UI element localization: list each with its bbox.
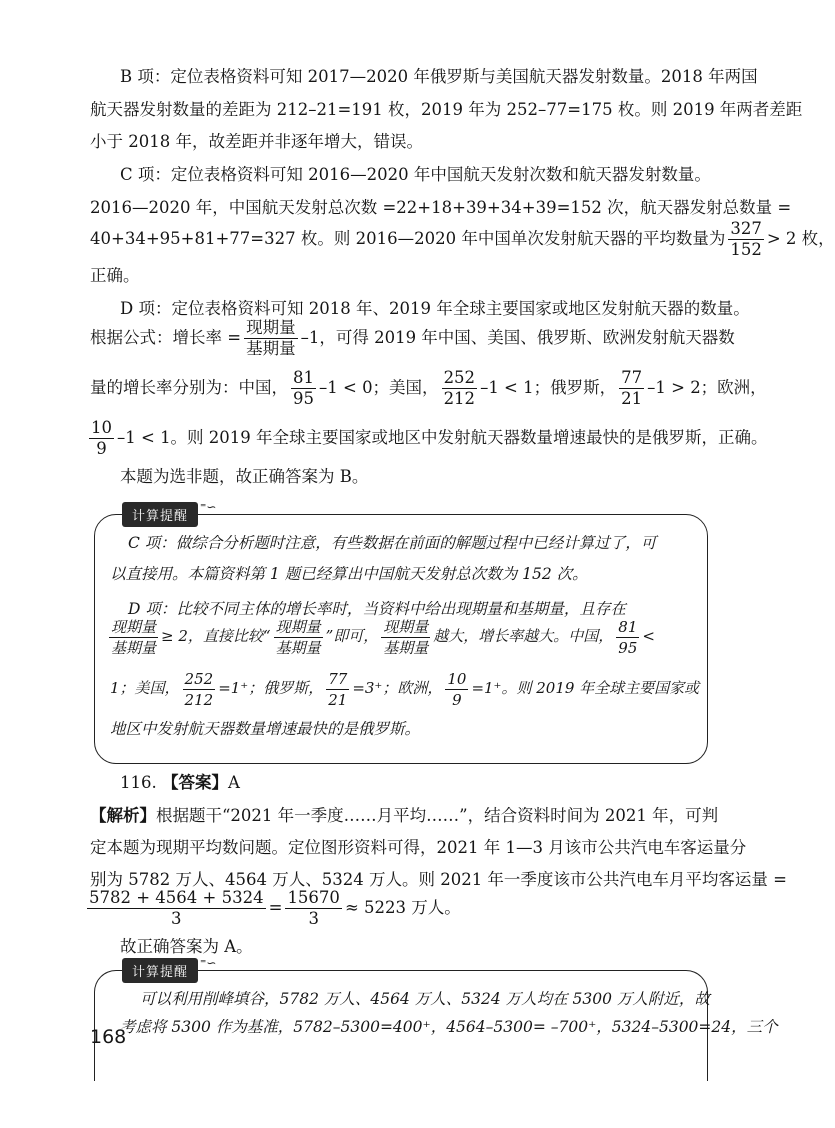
fraction-numerator: 77	[621, 368, 643, 387]
fraction-numerator: 77	[328, 669, 348, 688]
d-line-3	[90, 368, 767, 408]
fraction-denominator: 基期量	[111, 638, 157, 657]
d-line-3-text: 量的增长率分别为：中国，	[90, 378, 288, 397]
b-line-1: B 项：定位表格资料可知 2017—2020 年俄罗斯与美国航天器发射数量。2018 年两国	[120, 67, 758, 86]
fraction-denominator: 21	[328, 690, 348, 709]
fraction-denominator: 基期量	[383, 638, 429, 657]
fraction-denominator: 152	[730, 240, 762, 259]
tip1-lt: <	[642, 627, 655, 645]
tip1-d-line-3	[110, 668, 699, 709]
fraction-denominator: 21	[621, 389, 643, 408]
conclusion-b: 本题为选非题，故正确答案为 B。	[120, 467, 369, 486]
tip1-compare-text: ≥ 2，直接比较“	[161, 627, 271, 645]
tip2-line-2: 考虑将 5300 作为基准，5782–5300=400⁺，4564–5300= –700⁺，5324–5300=24，三个	[120, 1018, 778, 1036]
tip1-c-line-1: C 项：做综合分析题时注意，有些数据在前面的解题过程中已经计算过了，可	[128, 534, 657, 552]
sparkle-icon: ⁼∽	[200, 500, 217, 514]
d-line-1: D 项：定位表格资料可知 2018 年、2019 年全球主要国家或地区发射航天器的数量。	[120, 299, 750, 318]
fraction-denominator: 95	[618, 638, 638, 657]
fraction-denominator: 基期量	[246, 339, 296, 358]
fraction-numerator: 10	[91, 418, 112, 437]
tip1-ok-text: ”即可，	[325, 627, 379, 645]
tip1-d-line-2	[106, 616, 655, 657]
fraction-numerator: 现期量	[275, 617, 321, 636]
tip-tag-1: 计算提醒	[122, 502, 198, 527]
page-number: 168	[90, 1026, 127, 1048]
fraction-denominator: 基期量	[275, 638, 321, 657]
c-line-2: 2016—2020 年，中国航天发射总次数 =22+18+39+34+39=152 次，航天器发射总数量 =	[90, 198, 792, 217]
c-line-1: C 项：定位表格资料可知 2016—2020 年中国航天发射次数和航天器发射数量。	[120, 165, 711, 184]
fraction-ratio-2	[274, 618, 323, 657]
fraction-europe-tip	[445, 670, 468, 709]
fraction-denominator: 212	[184, 690, 214, 709]
q116-number: 116.	[120, 773, 157, 792]
conclusion-a: 故正确答案为 A。	[120, 937, 253, 956]
d-formula-label: 根据公式：增长率 =	[90, 328, 242, 347]
fraction-numerator: 81	[293, 368, 314, 387]
fraction-numerator: 现期量	[246, 318, 296, 337]
tip1-russia-text: =1⁺；俄罗斯，	[218, 679, 324, 697]
fraction-numerator: 81	[618, 617, 638, 636]
equals-sign: =	[268, 898, 283, 917]
fraction-327-152	[728, 220, 764, 259]
b-line-2: 航天器发射数量的差距为 212–21=191 枚，2019 年为 252–77=175 枚。则 2019 年两者差距	[90, 100, 803, 119]
c-line-3	[90, 220, 835, 259]
fraction-denominator: 9	[452, 690, 462, 709]
c-line-4: 正确。	[90, 266, 140, 285]
q116-header	[120, 772, 240, 794]
fraction-ratio-3	[381, 618, 430, 657]
q116-line-3: 别为 5782 万人、4564 万人、5324 万人。则 2021 年一季度该市公共汽电车月平均客运量 =	[90, 870, 788, 889]
analysis-label: 【解析】	[90, 806, 156, 825]
fraction-numerator: 327	[730, 219, 762, 238]
d-line-3-europe-text: –1 > 2；欧洲，	[647, 378, 767, 397]
fraction-usa-tip	[183, 670, 216, 709]
fraction-china-tip	[616, 618, 639, 657]
d-line-4	[86, 418, 768, 458]
fraction-russia	[619, 369, 644, 408]
b-line-3: 小于 2018 年，故差距并非逐年增大，错误。	[90, 132, 423, 151]
q116-formula	[84, 888, 461, 928]
fraction-russia-tip	[326, 670, 349, 709]
fraction-total	[285, 889, 342, 928]
c-line-3-text: 40+34+95+81+77=327 枚。则 2016—2020 年中国单次发射航天器的平均数量为	[90, 229, 726, 248]
tip1-europe-text: =3⁺；欧洲，	[352, 679, 443, 697]
fraction-china	[291, 369, 316, 408]
tip1-result-text: =1⁺。则 2019 年全球主要国家或	[471, 679, 700, 697]
answer-label: 【答案】	[162, 773, 228, 792]
fraction-denominator: 212	[443, 389, 476, 408]
tip1-usa-text: 1；美国，	[110, 679, 180, 697]
d-line-3-usa-text: –1 < 0；美国，	[319, 378, 439, 397]
fraction-europe	[89, 419, 114, 458]
tip-tag-2: 计算提醒	[122, 958, 198, 983]
d-line-2	[90, 318, 735, 358]
fraction-numerator: 10	[447, 669, 467, 688]
d-line-3-russia-text: –1 < 1；俄罗斯，	[480, 378, 617, 397]
q116-line-2: 定本题为现期平均数问题。定位图形资料可得，2021 年 1—3 月该市公共汽电车客运量分	[90, 838, 747, 857]
tip2-line-1: 可以利用削峰填谷，5782 万人、4564 万人、5324 万人均在 5300 万人附近，故	[140, 990, 710, 1008]
q116-line-1	[90, 805, 718, 827]
answer-value: A	[228, 773, 240, 792]
fraction-numerator: 252	[443, 368, 476, 387]
d-line-2-tail: –1，可得 2019 年中国、美国、俄罗斯、欧洲发射航天器数	[300, 328, 735, 347]
fraction-denominator: 3	[308, 909, 319, 928]
fraction-numerator: 5782 + 4564 + 5324	[89, 888, 264, 907]
c-line-3-tail: > 2 枚，	[766, 229, 835, 248]
fraction-numerator: 252	[184, 669, 214, 688]
sparkle-icon: ⁼∽	[200, 956, 217, 970]
q116-result: ≈ 5223 万人。	[344, 898, 461, 917]
fraction-sum	[87, 889, 266, 928]
tip1-c-line-2: 以直接用。本篇资料第 1 题已经算出中国航天发射总次数为 152 次。	[110, 565, 588, 583]
fraction-numerator: 现期量	[111, 617, 157, 636]
fraction-usa	[442, 369, 478, 408]
tip1-larger-text: 越大，增长率越大。中国，	[433, 627, 614, 645]
fraction-numerator: 现期量	[383, 617, 429, 636]
d-line-4-text: –1 < 1。则 2019 年全球主要国家或地区中发射航天器数量增速最快的是俄罗斯，正确。	[117, 428, 768, 447]
fraction-growth-rate	[244, 319, 298, 358]
fraction-denominator: 9	[96, 439, 107, 458]
fraction-denominator: 3	[171, 909, 182, 928]
fraction-denominator: 95	[293, 389, 314, 408]
tip1-d-line-1: D 项：比较不同主体的增长率时，当资料中给出现期量和基期量，且存在	[128, 600, 626, 618]
fraction-ratio	[109, 618, 158, 657]
tip1-d-line-4: 地区中发射航天器数量增速最快的是俄罗斯。	[110, 720, 421, 738]
fraction-numerator: 15670	[287, 888, 340, 907]
q116-analysis-text: 根据题干“2021 年一季度……月平均……”，结合资料时间为 2021 年，可判	[156, 806, 719, 825]
